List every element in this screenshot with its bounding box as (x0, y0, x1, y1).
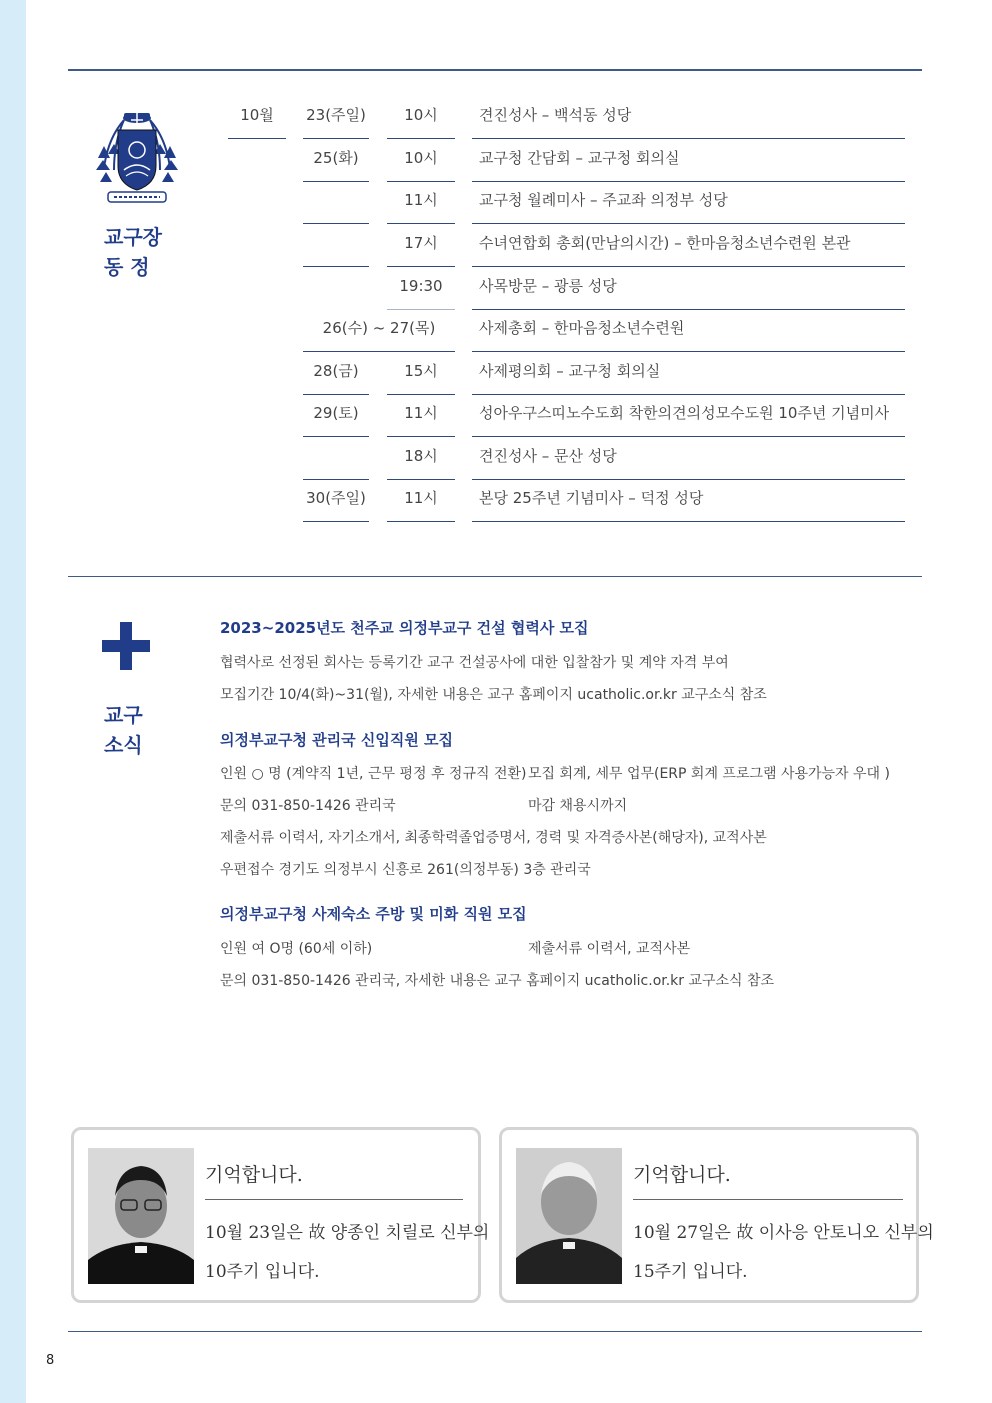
top-divider (68, 69, 922, 71)
news-line: 제출서류 이력서, 교적사본 (528, 941, 691, 957)
priest-portrait-photo (88, 1148, 194, 1284)
memorial-heading: 기억합니다. (633, 1164, 731, 1186)
memorial-divider (633, 1199, 903, 1200)
memorial-divider (205, 1199, 463, 1200)
section-label-bishop-schedule (104, 222, 174, 282)
memorial-text: 10월 23일은 故 양종인 치릴로 신부의 (205, 1223, 490, 1243)
time-cell: 10시 (387, 97, 455, 139)
time-cell: 11시 (387, 182, 455, 224)
time-cell: 11시 (387, 480, 455, 522)
news-title: 의정부교구청 사제숙소 주방 및 미화 직원 모집 (220, 905, 527, 923)
section-label-line: 소식 (104, 733, 143, 757)
news-line: 모집기간 10/4(화)~31(월), 자세한 내용은 교구 홈페이지 ucatholic.or.kr 교구소식 참조 (220, 687, 767, 703)
event-cell: 교구청 월례미사 – 주교좌 의정부 성당 (472, 182, 905, 224)
section-label-line: 교구장 (104, 225, 162, 249)
time-cell: 18시 (387, 438, 455, 480)
event-cell: 사제총회 – 한마음청소년수련원 (472, 310, 905, 352)
memorial-heading: 기억합니다. (205, 1164, 303, 1186)
plus-cross-icon (102, 622, 150, 670)
memorial-card (499, 1127, 934, 1303)
page-number: 8 (46, 1353, 55, 1368)
news-line: 문의 031-850-1426 관리국 (220, 798, 396, 814)
news-line: 문의 031-850-1426 관리국, 자세한 내용은 교구 홈페이지 ucatholic.or.kr 교구소식 참조 (220, 973, 775, 989)
date-cell: 29(토) (303, 395, 369, 437)
section-label-line: 동 정 (104, 255, 150, 279)
time-cell: 10시 (387, 140, 455, 182)
section-label-line: 교구 (104, 703, 143, 727)
date-range-cell: 26(수) ~ 27(목) (303, 310, 455, 352)
bottom-divider (68, 1331, 922, 1332)
side-color-strip (0, 0, 26, 1403)
news-line: 인원 여 O명 (60세 이하) (220, 941, 373, 957)
event-cell: 수녀연합회 총회(만남의시간) – 한마음청소년수련원 본관 (472, 225, 905, 267)
event-cell: 견진성사 – 문산 성당 (472, 438, 905, 480)
memorial-text: 10월 27일은 故 이사응 안토니오 신부의 (633, 1223, 934, 1243)
time-cell: 15시 (387, 353, 455, 395)
date-cell: 25(화) (303, 140, 369, 182)
memorial-text: 10주기 입니다. (205, 1262, 320, 1282)
memorial-card (71, 1127, 490, 1303)
date-cell (303, 438, 369, 480)
event-cell: 본당 25주년 기념미사 – 덕정 성당 (472, 480, 905, 522)
date-cell: 23(주일) (303, 97, 369, 139)
date-cell: 30(주일) (303, 480, 369, 522)
priest-portrait-photo (516, 1148, 622, 1284)
month-cell: 10월 (228, 97, 286, 139)
news-title: 의정부교구청 관리국 신입직원 모집 (220, 731, 454, 749)
event-cell: 사제평의회 – 교구청 회의실 (472, 353, 905, 395)
date-cell: 28(금) (303, 353, 369, 395)
memorial-text: 15주기 입니다. (633, 1262, 748, 1282)
section-label-diocese-news (104, 700, 164, 760)
news-line: 인원 ○ 명 (계약직 1년, 근무 평정 후 정규직 전환) (220, 766, 527, 782)
time-cell: 19:30 (387, 268, 455, 310)
news-line: 협력사로 선정된 회사는 등록기간 교구 건설공사에 대한 입찰참가 및 계약 자격 부여 (220, 655, 729, 671)
section-divider (68, 576, 922, 577)
event-cell: 사목방문 – 광릉 성당 (472, 268, 905, 310)
bishop-coat-of-arms-emblem (94, 108, 180, 208)
news-line: 마감 채용시까지 (528, 798, 628, 814)
news-line: 제출서류 이력서, 자기소개서, 최종학력졸업증명서, 경력 및 자격증사본(해당자), 교적사본 (220, 830, 767, 846)
event-cell: 성아우구스띠노수도회 착한의견의성모수도원 10주년 기념미사 (472, 395, 905, 437)
news-line: 우편접수 경기도 의정부시 신흥로 261(의정부동) 3층 관리국 (220, 862, 591, 878)
news-title: 2023~2025년도 천주교 의정부교구 건설 협력사 모집 (220, 619, 589, 637)
news-line: 모집 회계, 세무 업무(ERP 회계 프로그램 사용가능자 우대 ) (528, 766, 890, 782)
event-cell: 견진성사 – 백석동 성당 (472, 97, 905, 139)
date-cell (303, 225, 369, 267)
date-cell (303, 268, 369, 310)
time-cell: 11시 (387, 395, 455, 437)
event-cell: 교구청 간담회 – 교구청 회의실 (472, 140, 905, 182)
time-cell: 17시 (387, 225, 455, 267)
date-cell (303, 182, 369, 224)
